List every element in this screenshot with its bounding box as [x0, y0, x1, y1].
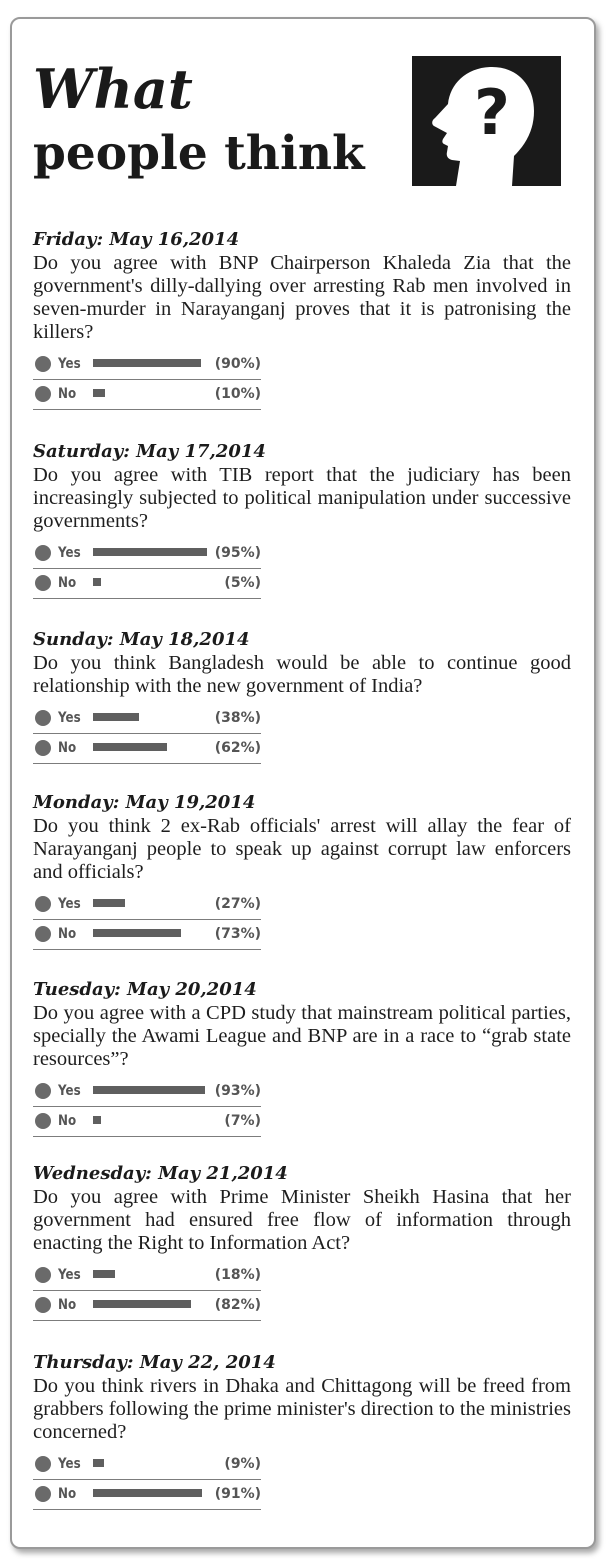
circle-bullet-icon	[35, 896, 51, 912]
circle-bullet-icon	[35, 575, 51, 591]
answer-label: Yes	[58, 545, 81, 561]
circle-bullet-icon	[35, 386, 51, 402]
circle-bullet-icon	[35, 1486, 51, 1502]
circle-bullet-icon	[35, 740, 51, 756]
answer-percent: (27%)	[214, 896, 261, 912]
poll-question: Do you agree with Prime Minister Sheikh Hasina that her government had ensured free flow of information through enacting the Right to Information Act?	[33, 1186, 571, 1254]
answer-percent: (9%)	[224, 1456, 261, 1472]
poll-question: Do you agree with a CPD study that mainstream political parties, specially the Awami League and BNP are in a race to “grab state resources”?	[33, 1002, 571, 1070]
answer-label: Yes	[58, 356, 81, 372]
answer-bar	[93, 1459, 104, 1467]
poll-answers	[33, 890, 571, 950]
answer-row-yes	[33, 1077, 261, 1107]
answer-bar	[93, 713, 139, 721]
circle-bullet-icon	[35, 710, 51, 726]
poll-question: Do you agree with BNP Chairperson Khaleda Zia that the government's dilly-dallying over arresting Rab men involved in seven-murder in Narayanganj proves that it is patronising the killers?	[33, 252, 571, 343]
answer-percent: (5%)	[224, 575, 261, 591]
poll-item	[33, 229, 571, 410]
poll-answers	[33, 1077, 571, 1137]
poll-question: Do you agree with TIB report that the judiciary has been increasingly subjected to political manipulation under successive governments?	[33, 464, 571, 532]
answer-bar	[93, 1300, 191, 1308]
poll-date: Wednesday: May 21,2014	[33, 1163, 288, 1184]
answer-label: No	[58, 386, 77, 402]
answer-label: Yes	[58, 1083, 81, 1099]
poll-answers	[33, 539, 571, 599]
poll-date: Saturday: May 17,2014	[33, 441, 266, 462]
answer-row-no	[33, 569, 261, 599]
circle-bullet-icon	[35, 1267, 51, 1283]
circle-bullet-icon	[35, 1083, 51, 1099]
answer-row-no	[33, 380, 261, 410]
poll-date: Sunday: May 18,2014	[33, 629, 250, 650]
circle-bullet-icon	[35, 926, 51, 942]
circle-bullet-icon	[35, 1297, 51, 1313]
answer-label: Yes	[58, 1267, 81, 1283]
answer-row-yes	[33, 1261, 261, 1291]
poll-question: Do you think Bangladesh would be able to continue good relationship with the new government of India?	[33, 652, 571, 697]
answer-row-no	[33, 920, 261, 950]
title-line-2: people think	[33, 126, 365, 181]
answer-label: No	[58, 1486, 77, 1502]
answer-bar	[93, 578, 101, 586]
answer-percent: (91%)	[214, 1486, 261, 1502]
poll-date: Friday: May 16,2014	[33, 229, 240, 250]
answer-row-no	[33, 734, 261, 764]
answer-row-yes	[33, 704, 261, 734]
answer-label: No	[58, 575, 77, 591]
answer-row-yes	[33, 890, 261, 920]
answer-percent: (93%)	[214, 1083, 261, 1099]
answer-row-yes	[33, 1450, 261, 1480]
poll-item	[33, 629, 571, 764]
poll-question: Do you think rivers in Dhaka and Chittagong will be freed from grabbers following the prime minister's direction to the ministries concerned?	[33, 1375, 571, 1443]
answer-percent: (10%)	[214, 386, 261, 402]
answer-percent: (90%)	[214, 356, 261, 372]
answer-bar	[93, 743, 167, 751]
answer-bar	[93, 359, 201, 367]
circle-bullet-icon	[35, 356, 51, 372]
poll-item	[33, 792, 571, 950]
answer-label: No	[58, 1297, 77, 1313]
answer-percent: (38%)	[214, 710, 261, 726]
poll-question: Do you think 2 ex-Rab officials' arrest will allay the fear of Narayanganj people to speak up against corrupt law enforcers and officials?	[33, 815, 571, 883]
answer-label: Yes	[58, 710, 81, 726]
answer-percent: (62%)	[214, 740, 261, 756]
answer-percent: (73%)	[214, 926, 261, 942]
answer-label: No	[58, 1113, 77, 1129]
circle-bullet-icon	[35, 1113, 51, 1129]
page-title	[33, 57, 365, 181]
answer-bar	[93, 929, 181, 937]
answer-row-no	[33, 1107, 261, 1137]
answer-bar	[93, 1086, 205, 1094]
poll-item	[33, 979, 571, 1137]
answer-row-yes	[33, 539, 261, 569]
circle-bullet-icon	[35, 1456, 51, 1472]
answer-bar	[93, 1116, 101, 1124]
answer-row-yes	[33, 350, 261, 380]
poll-answers	[33, 350, 571, 410]
circle-bullet-icon	[35, 545, 51, 561]
poll-date: Thursday: May 22, 2014	[33, 1352, 276, 1373]
answer-bar	[93, 548, 207, 556]
head-question-mark-icon	[412, 56, 561, 186]
answer-label: Yes	[58, 1456, 81, 1472]
poll-answers	[33, 1450, 571, 1510]
answer-bar	[93, 1270, 115, 1278]
poll-answers	[33, 1261, 571, 1321]
poll-answers	[33, 704, 571, 764]
title-line-1: What	[33, 57, 193, 121]
answer-percent: (18%)	[214, 1267, 261, 1283]
answer-label: Yes	[58, 896, 81, 912]
poll-item	[33, 441, 571, 599]
poll-item	[33, 1163, 571, 1321]
answer-bar	[93, 389, 105, 397]
svg-text:?: ?	[474, 76, 510, 149]
poll-item	[33, 1352, 571, 1510]
answer-percent: (7%)	[224, 1113, 261, 1129]
answer-label: No	[58, 926, 77, 942]
answer-row-no	[33, 1480, 261, 1510]
answer-bar	[93, 1489, 202, 1497]
poll-date: Tuesday: May 20,2014	[33, 979, 257, 1000]
answer-percent: (82%)	[214, 1297, 261, 1313]
poll-date: Monday: May 19,2014	[33, 792, 256, 813]
answer-row-no	[33, 1291, 261, 1321]
answer-bar	[93, 899, 125, 907]
answer-percent: (95%)	[214, 545, 261, 561]
answer-label: No	[58, 740, 77, 756]
